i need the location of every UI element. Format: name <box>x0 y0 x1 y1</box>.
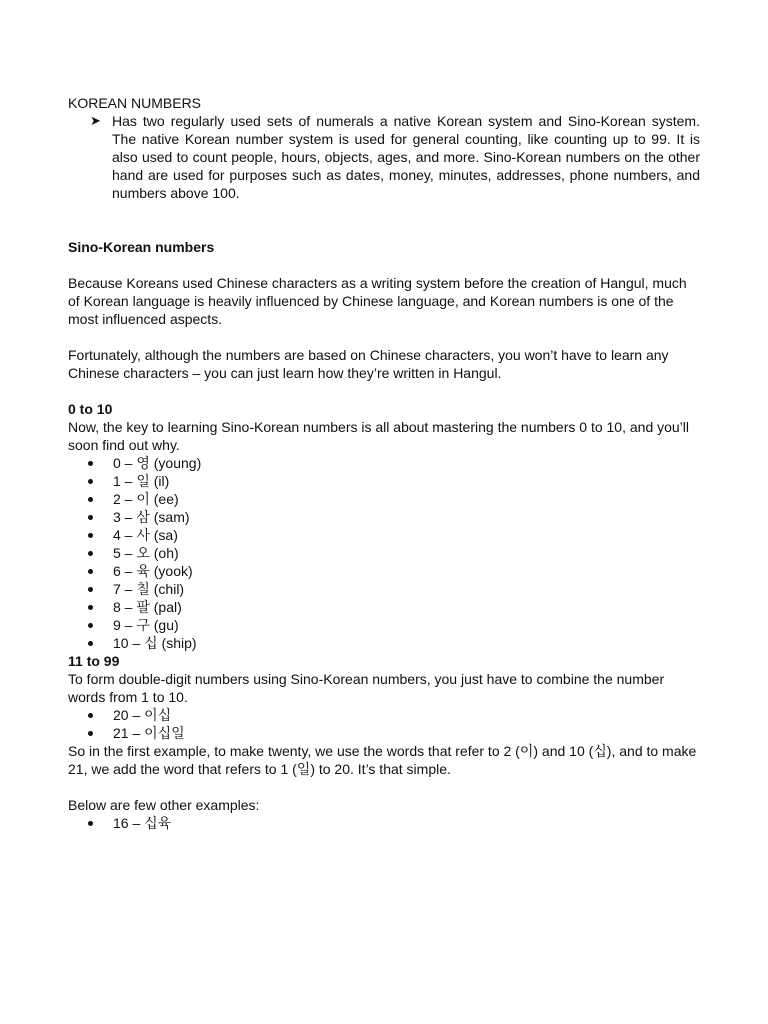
other-examples-list <box>68 814 700 832</box>
list-item <box>68 616 700 634</box>
bullet-dot-icon <box>88 533 93 538</box>
numbers-list <box>68 454 700 652</box>
list-item <box>68 814 700 832</box>
list-item-text: 4 – 사 (sa) <box>113 527 178 543</box>
paragraph-double-digit: To form double-digit numbers using Sino-Korean numbers, you just have to combine the number words from 1 to 10. <box>68 671 665 705</box>
document-title: KOREAN NUMBERS <box>68 95 202 111</box>
list-item <box>68 490 700 508</box>
heading-0-to-10: 0 to 10 <box>68 401 113 417</box>
list-item <box>68 580 700 598</box>
bullet-dot-icon <box>88 479 93 484</box>
bullet-dot-icon <box>88 587 93 592</box>
paragraph-chinese-influence: Because Koreans used Chinese characters as a writing system before the creation of Hangul, much of Korean language is heavily influenced by Chinese language, and Korean numbers is one of the most influenced aspects. <box>68 275 687 327</box>
list-item <box>68 454 700 472</box>
examples-list <box>68 706 700 742</box>
bullet-dot-icon <box>88 641 93 646</box>
list-item-text: 6 – 육 (yook) <box>113 563 193 579</box>
bullet-dot-icon <box>88 731 93 736</box>
heading-11-to-99: 11 to 99 <box>68 653 120 669</box>
paragraph-key-numbers: Now, the key to learning Sino-Korean numbers is all about mastering the numbers 0 to 10, and you’ll soon find out why. <box>68 419 690 453</box>
bullet-dot-icon <box>88 623 93 628</box>
list-item <box>68 472 700 490</box>
list-item <box>68 598 700 616</box>
list-item-text: 16 – 십육 <box>113 815 172 831</box>
bullet-dot-icon <box>88 821 93 826</box>
list-item-text: 20 – 이십 <box>113 707 172 723</box>
list-item-text: 1 – 일 (il) <box>113 473 170 489</box>
list-item-text: 8 – 팔 (pal) <box>113 599 182 615</box>
bullet-dot-icon <box>88 461 93 466</box>
bullet-dot-icon <box>88 569 93 574</box>
bullet-dot-icon <box>88 497 93 502</box>
list-item-text: 2 – 이 (ee) <box>113 491 179 507</box>
bullet-dot-icon <box>88 551 93 556</box>
intro-list <box>68 112 700 202</box>
bullet-dot-icon <box>88 605 93 610</box>
list-item <box>68 508 700 526</box>
list-item <box>68 562 700 580</box>
sino-korean-heading: Sino-Korean numbers <box>68 239 215 255</box>
bullet-dot-icon <box>88 515 93 520</box>
intro-text: Has two regularly used sets of numerals a native Korean system and Sino-Korean system. The native Korean number system is used for general counting, like counting up to 99. It is also used to count people, hours, objects, ages, and more. Sino-Korean numbers on the other hand are used for purposes such as dates, money, minutes, addresses, phone numbers, and numbers above 100. <box>112 113 700 201</box>
list-item-text: 0 – 영 (young) <box>113 455 202 471</box>
list-item-text: 21 – 이십일 <box>113 725 185 741</box>
arrow-bullet-icon: ➤ <box>90 113 101 128</box>
list-item-text: 10 – 십 (ship) <box>113 635 197 651</box>
list-item-text: 7 – 칠 (chil) <box>113 581 185 597</box>
list-item <box>68 706 700 724</box>
list-item <box>68 634 700 652</box>
list-item-text: 3 – 삼 (sam) <box>113 509 190 525</box>
intro-item <box>90 112 700 202</box>
paragraph-below-examples: Below are few other examples: <box>68 797 260 813</box>
bullet-dot-icon <box>88 713 93 718</box>
paragraph-fortunately: Fortunately, although the numbers are based on Chinese characters, you won’t have to learn any Chinese characters – you can just learn how they’re written in Hangul. <box>68 347 669 381</box>
paragraph-explanation: So in the first example, to make twenty, we use the words that refer to 2 (이) and 10 (십), and to make 21, we add the word that refers to 1 (일) to 20. It’s that simple. <box>68 743 697 777</box>
list-item <box>68 544 700 562</box>
list-item-text: 9 – 구 (gu) <box>113 617 179 633</box>
list-item <box>68 526 700 544</box>
list-item <box>68 724 700 742</box>
list-item-text: 5 – 오 (oh) <box>113 545 179 561</box>
